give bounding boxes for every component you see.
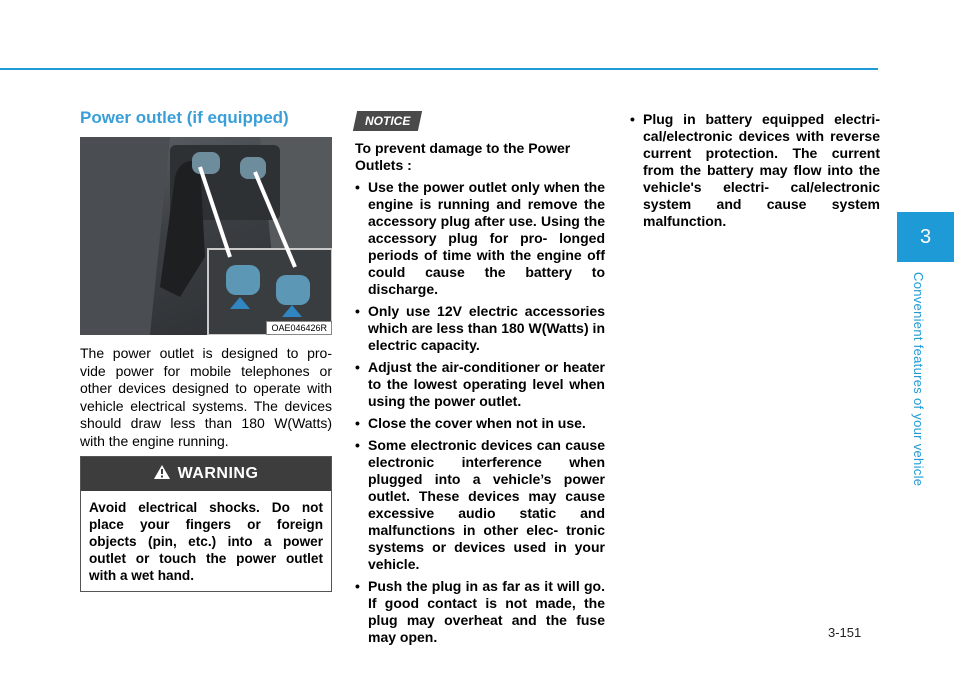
warning-box <box>80 456 332 592</box>
outlet-cap-top-right <box>240 157 266 179</box>
list-item: • Some electronic devices can cause electronic interference when plugged into a vehicle’s power outlet. These devices may cause excessive audio static and malfunctions in other elec- tronic systems or devices used in your vehicle. <box>355 437 605 573</box>
warning-triangle-icon <box>154 465 170 484</box>
outlet-cap-top-left <box>192 152 220 174</box>
outlet-cap-detail-left <box>226 265 260 295</box>
warning-header <box>81 457 331 491</box>
warning-label: WARNING <box>177 465 259 482</box>
notice-badge <box>353 111 422 131</box>
notice-column-1 <box>355 140 605 651</box>
chapter-name: Convenient features of your vehicle <box>911 272 926 487</box>
chapter-number-tab: 3 <box>897 212 954 262</box>
console-illustration <box>80 137 332 335</box>
description-paragraph: The power outlet is designed to pro- vide power for mobile telephones or other devices designed to operate with vehicle electrical systems. The devices should draw less than 180 W(Watts) with the engine running. <box>80 345 332 449</box>
section-title: Power outlet (if equipped) <box>80 108 289 127</box>
notice-list <box>355 179 605 646</box>
list-item: • Only use 12V electric accessories which are less than 180 W(Watts) in electric capacity. <box>355 303 605 354</box>
outlet-cap-detail-right <box>276 275 310 305</box>
header-rule <box>0 68 878 70</box>
power-outlet-photo <box>80 137 332 335</box>
seat-shape <box>80 137 170 335</box>
page-number: 3-151 <box>828 625 862 640</box>
list-item: • Adjust the air-conditioner or heater to the lowest operating level when using the power outlet. <box>355 359 605 410</box>
notice-list-continued <box>630 111 880 230</box>
list-item: • Use the power outlet only when the engine is running and remove the accessory plug after use. Using the accessory plug for pro- longed periods of time with the engine off could cause the battery to discharge. <box>355 179 605 298</box>
list-item: • Close the cover when not in use. <box>355 415 605 432</box>
warning-text: Avoid electrical shocks. Do not place your fingers or foreign objects (pin, etc.) into a power outlet or touch the power outlet with a wet hand. <box>89 500 323 583</box>
notice-intro: To prevent damage to the Power Outlets : <box>355 140 571 173</box>
notice-column-2 <box>630 111 880 235</box>
photo-caption: OAE046426R <box>266 321 332 335</box>
list-item: • Plug in battery equipped electri- cal/electronic devices with reverse current protection. The current from the battery may flow into the vehicle's electri- cal/electronic system and cause system malfunction. <box>630 111 880 230</box>
notice-label: NOTICE <box>364 114 411 128</box>
list-item: • Push the plug in as far as it will go. If good contact is not made, the plug may overheat and the fuse may open. <box>355 578 605 646</box>
gear-lever <box>160 161 205 297</box>
